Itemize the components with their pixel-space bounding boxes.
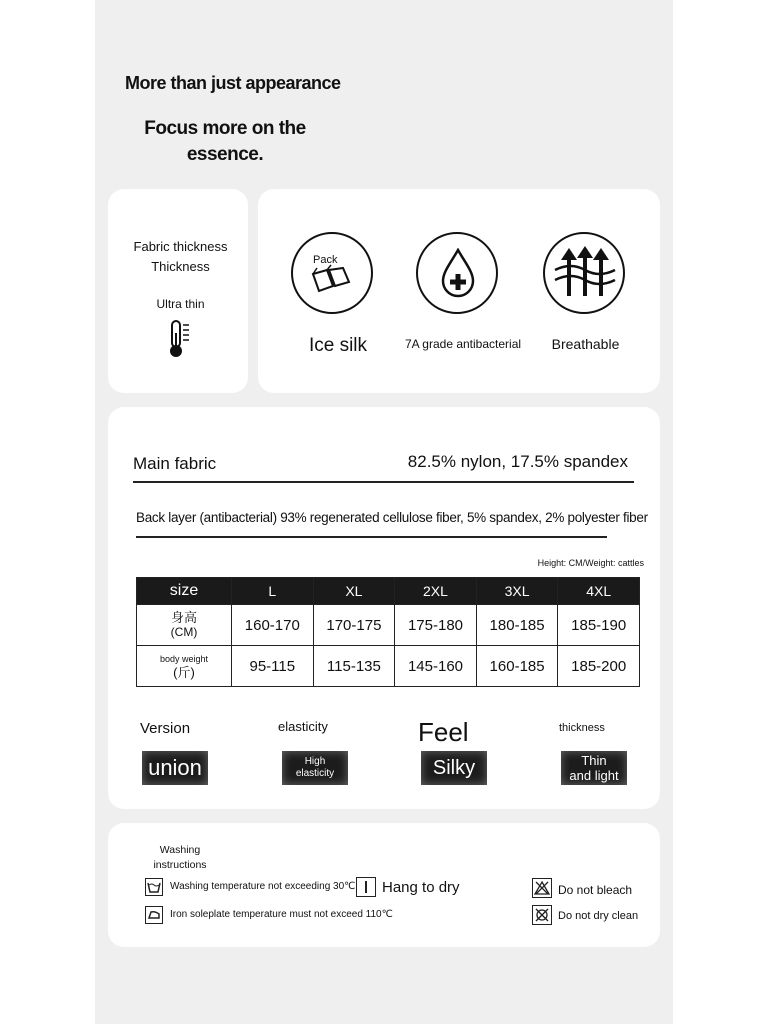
size-table-note: Height: CM/Weight: cattles <box>537 558 644 568</box>
features-card <box>258 189 660 393</box>
thickness-title-line1: Fabric thickness <box>133 239 228 254</box>
headline-primary: More than just appearance <box>125 73 341 93</box>
size-header: 4XL <box>558 578 640 605</box>
no-dry-clean-text: Do not dry clean <box>558 910 639 922</box>
feature-label-ice-silk: Ice silk <box>308 335 368 356</box>
thickness-value: Ultra thin <box>156 297 205 311</box>
washing-title-line1: Washing <box>159 844 201 856</box>
back-layer-text: Back layer (antibacterial) 93% regenerated cellulose fiber, 5% spandex, 2% polyester fiber <box>136 510 648 525</box>
feature-label-breathable: Breathable <box>551 336 620 352</box>
table-cell: 145-160 <box>395 646 477 687</box>
table-cell: 180-185 <box>476 605 558 646</box>
size-header: XL <box>313 578 395 605</box>
height-label: 身高 <box>170 610 197 625</box>
attribute-label-feel: Feel <box>418 717 469 747</box>
washing-title-line2: instructions <box>153 859 207 871</box>
attribute-tag-feel: Silky <box>421 751 487 785</box>
size-header: 2XL <box>395 578 477 605</box>
size-table-header-row <box>137 578 640 605</box>
thickness-title-line2: Thickness <box>151 259 210 274</box>
divider <box>136 536 607 538</box>
table-row <box>137 646 640 687</box>
attribute-label-elasticity: elasticity <box>278 719 328 734</box>
table-cell: 95-115 <box>232 646 314 687</box>
no-dry-clean-icon <box>532 905 552 925</box>
table-cell: 185-200 <box>558 646 640 687</box>
wash-tub-icon <box>145 878 163 896</box>
attribute-label-thickness: thickness <box>559 722 605 734</box>
size-table <box>136 577 640 687</box>
water-drop-plus-icon <box>416 232 498 314</box>
divider <box>133 481 634 483</box>
thermometer-icon <box>168 319 194 359</box>
ice-cube-icon-text: Pack <box>313 254 338 266</box>
iron-temp-text: Iron soleplate temperature must not exceed 110℃ <box>170 909 393 920</box>
size-header: 3XL <box>476 578 558 605</box>
table-cell: 175-180 <box>395 605 477 646</box>
weight-label: body weight <box>159 654 209 664</box>
airflow-arrows-icon <box>543 232 625 314</box>
headline-secondary: Focus more on the essence. <box>144 118 306 165</box>
table-cell: 185-190 <box>558 605 640 646</box>
hang-dry-text: Hang to dry <box>382 879 460 896</box>
attribute-tag-version: union <box>142 751 208 785</box>
no-bleach-icon <box>532 878 552 898</box>
thickness-card <box>108 189 248 393</box>
table-cell: 160-170 <box>232 605 314 646</box>
main-fabric-label: Main fabric <box>133 454 217 473</box>
table-row <box>137 605 640 646</box>
table-cell: 115-135 <box>313 646 395 687</box>
weight-row-label <box>137 646 232 687</box>
attribute-tag-elasticity: High elasticity <box>282 751 348 785</box>
wash-temp-text: Washing temperature not exceeding 30℃ <box>170 881 356 892</box>
attribute-tag-thickness: Thin and light <box>561 751 627 785</box>
height-row-label <box>137 605 232 646</box>
ice-cube-icon <box>291 232 373 314</box>
size-header: L <box>232 578 314 605</box>
iron-icon <box>145 906 163 924</box>
main-fabric-value: 82.5% nylon, 17.5% spandex <box>407 452 628 471</box>
table-cell: 160-185 <box>476 646 558 687</box>
hang-dry-icon <box>356 877 376 897</box>
feature-label-antibacterial: 7A grade antibacterial <box>404 337 522 351</box>
attribute-label-version: Version <box>140 720 191 737</box>
washing-title <box>140 843 220 873</box>
thickness-title <box>108 237 253 277</box>
height-unit: (CM) <box>170 625 198 639</box>
no-bleach-text: Do not bleach <box>558 883 633 897</box>
table-cell: 170-175 <box>313 605 395 646</box>
weight-unit: (斤) <box>173 665 195 680</box>
size-header: size <box>137 578 232 605</box>
